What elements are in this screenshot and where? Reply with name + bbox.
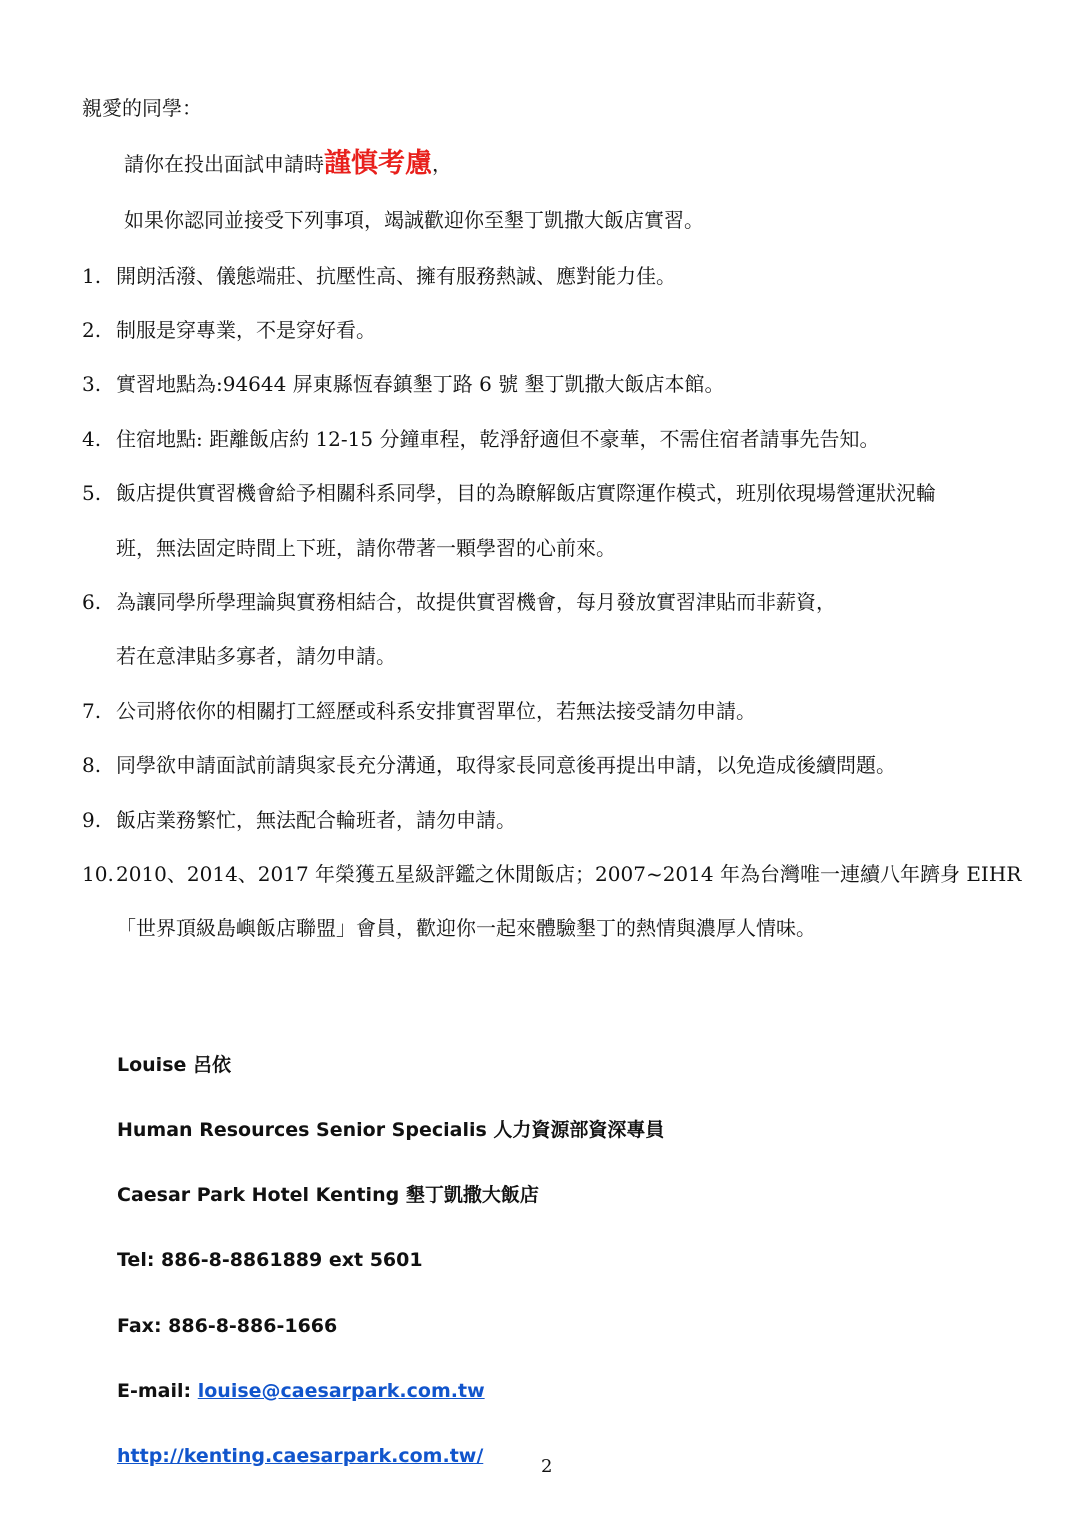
list-item-text-continued: 班，無法固定時間上下班，請你帶著一顆學習的心前來。 bbox=[116, 536, 616, 560]
list-item-number: 4. bbox=[82, 427, 102, 451]
signature-fax: Fax: 886-8-886-1666 bbox=[117, 1315, 338, 1337]
list-item-text: 為讓同學所學理論與實務相結合，故提供實習機會，每月發放實習津貼而非薪資， bbox=[116, 590, 836, 614]
list-item-text-continued: 若在意津貼多寡者，請勿申請。 bbox=[116, 644, 396, 668]
intro-emphasis: 謹慎考慮 bbox=[324, 148, 432, 179]
list-item-text: 同學欲申請面試前請與家長充分溝通，取得家長同意後再提出申請，以免造成後續問題。 bbox=[116, 753, 896, 777]
list-item-text: 飯店提供實習機會給予相關科系同學，目的為瞭解飯店實際運作模式，班別依現場營運狀況輪 bbox=[116, 481, 936, 505]
page-number: 2 bbox=[541, 1456, 553, 1477]
list-item-text-continued: 「世界頂級島嶼飯店聯盟」會員，歡迎你一起來體驗墾丁的熱情與濃厚人情味。 bbox=[116, 916, 816, 940]
list-item-text: 實習地點為:94644 屏東縣恆春鎮墾丁路 6 號 墾丁凱撒大飯店本館。 bbox=[116, 372, 725, 396]
list-item-text: 制服是穿專業，不是穿好看。 bbox=[116, 318, 376, 342]
signature-title: Human Resources Senior Specialis 人力資源部資深專員 bbox=[117, 1119, 665, 1141]
list-item-text: 飯店業務繁忙，無法配合輪班者，請勿申請。 bbox=[116, 808, 516, 832]
signature-company: Caesar Park Hotel Kenting 墾丁凱撒大飯店 bbox=[117, 1184, 539, 1206]
greeting: 親愛的同學： bbox=[82, 96, 202, 120]
list-item-text: 開朗活潑、儀態端莊、抗壓性高、擁有服務熱誠、應對能力佳。 bbox=[116, 264, 676, 288]
email-link[interactable]: louise@caesarpark.com.tw bbox=[197, 1380, 485, 1402]
list-item-number: 10. bbox=[82, 862, 114, 886]
list-item-number: 9. bbox=[82, 808, 102, 832]
list-item-number: 6. bbox=[82, 590, 102, 614]
intro-line-1 bbox=[124, 150, 452, 178]
list-item-text: 住宿地點: 距離飯店約 12-15 分鐘車程，乾淨舒適但不豪華，不需住宿者請事先告知。 bbox=[116, 427, 880, 451]
list-item-number: 8. bbox=[82, 753, 102, 777]
signature-email-line bbox=[117, 1378, 485, 1404]
list-item-number: 1. bbox=[82, 264, 102, 288]
signature-name: Louise 呂依 bbox=[117, 1054, 232, 1076]
list-item-text: 2010、2014、2017 年榮獲五星級評鑑之休閒飯店；2007~2014 年為台灣唯一連續八年躋身 EIHR bbox=[116, 862, 1022, 886]
list-item-number: 3. bbox=[82, 372, 102, 396]
website-link[interactable]: http://kenting.caesarpark.com.tw/ bbox=[117, 1445, 484, 1467]
signature-tel: Tel: 886-8-8861889 ext 5601 bbox=[117, 1249, 423, 1271]
list-item-number: 5. bbox=[82, 481, 102, 505]
list-item-number: 2. bbox=[82, 318, 102, 342]
email-label: E-mail: bbox=[117, 1380, 198, 1402]
intro-line-2: 如果你認同並接受下列事項，竭誠歡迎你至墾丁凱撒大飯店實習。 bbox=[124, 208, 704, 232]
signature-website-line bbox=[117, 1443, 483, 1469]
list-item-number: 7. bbox=[82, 699, 102, 723]
list-item-text: 公司將依你的相關打工經歷或科系安排實習單位，若無法接受請勿申請。 bbox=[116, 699, 756, 723]
intro-prefix: 請你在投出面試申請時 bbox=[124, 152, 324, 176]
intro-suffix: ， bbox=[432, 152, 452, 176]
